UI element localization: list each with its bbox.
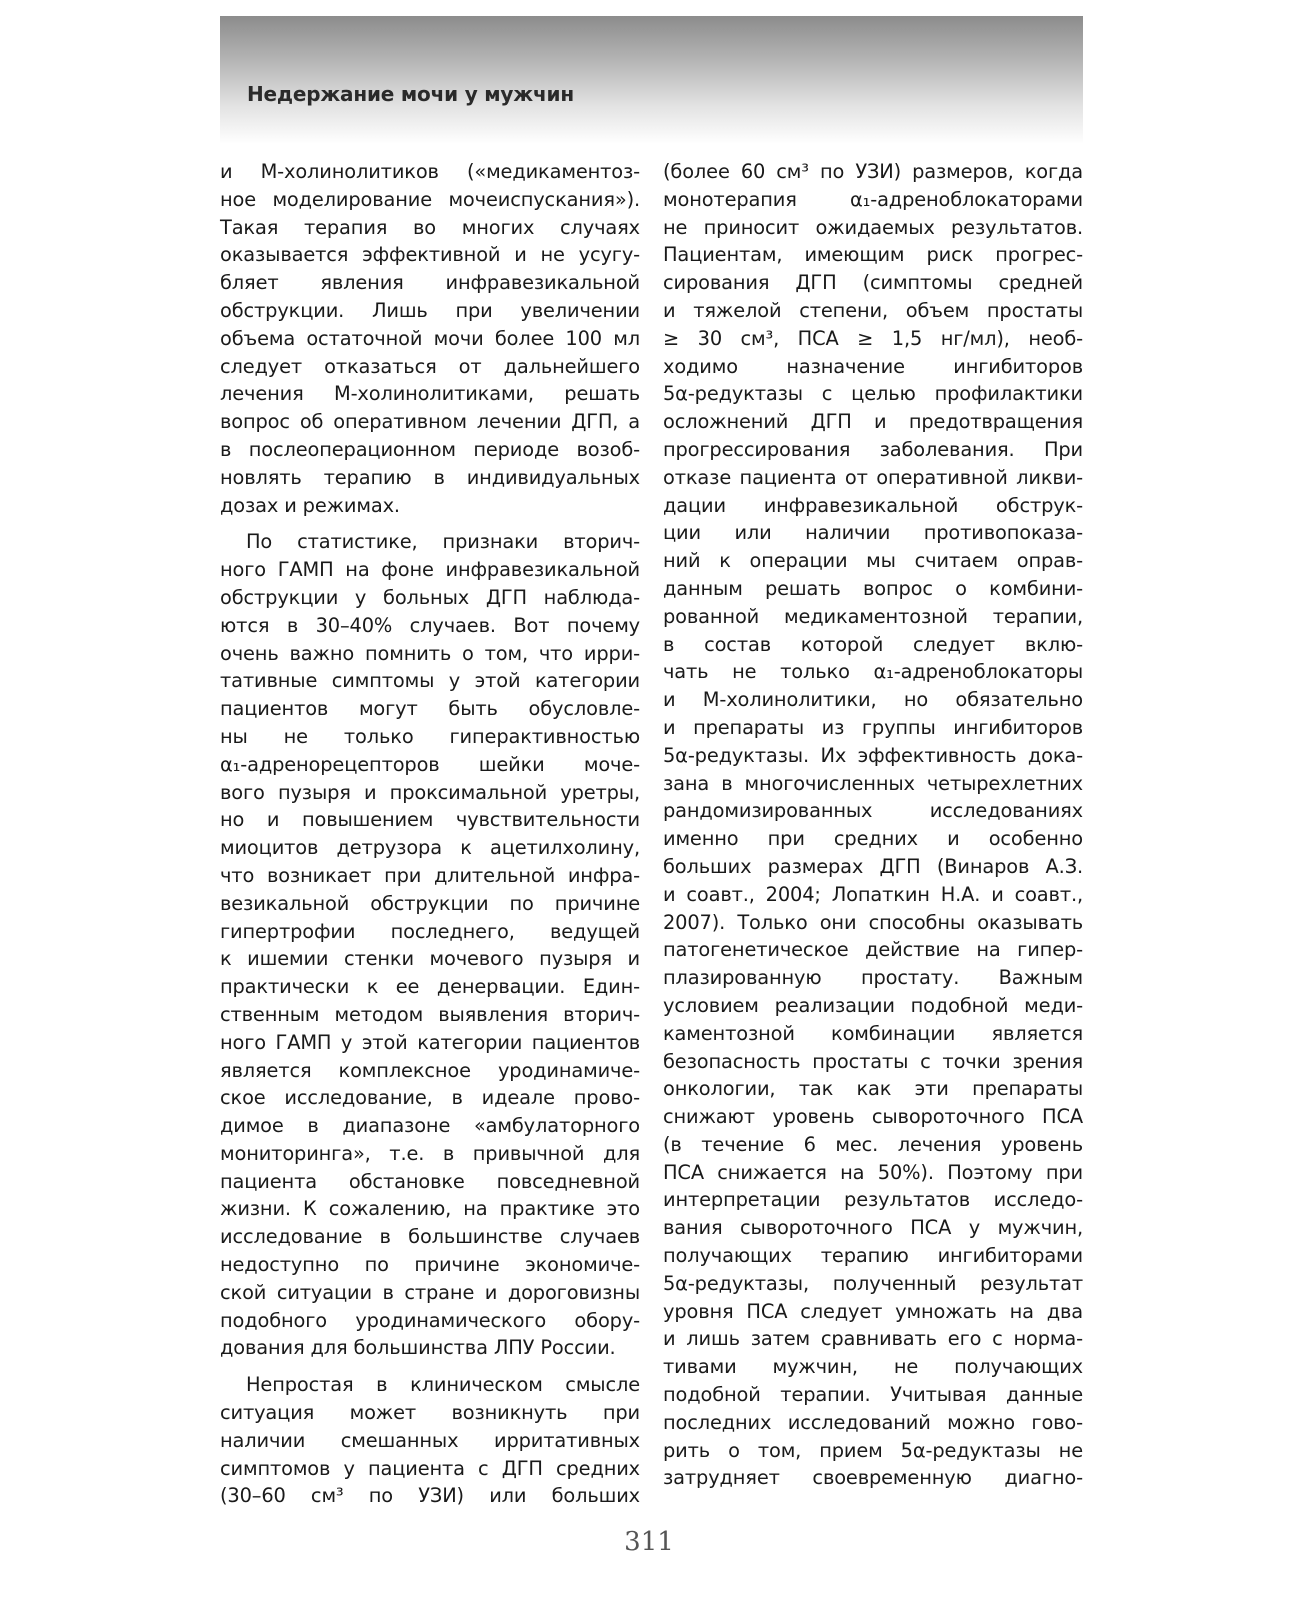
- running-header-title: Недержание мочи у мужчин: [247, 82, 574, 106]
- text-line: и М-холинолитиков («медикаментоз-: [220, 160, 640, 183]
- text-line: ного ГАМП у этой категории пациентов: [220, 1030, 640, 1054]
- text-line: ственным методом выявления вторич-: [220, 1002, 640, 1026]
- text-line: прогрессирования заболевания. При: [663, 437, 1083, 461]
- text-line: осложнений ДГП и предотвращения: [663, 410, 1083, 434]
- text-line: наличии смешанных ирритативных: [220, 1428, 640, 1452]
- text-line: ное моделирование мочеиспускания»).: [220, 187, 640, 211]
- text-line: вого пузыря и проксимальной уретры,: [220, 780, 640, 804]
- text-line: α₁-адренорецепторов шейки моче-: [220, 752, 640, 776]
- text-line: 2007). Только они способны оказывать: [663, 910, 1083, 934]
- text-line: рить о том, прием 5α-редуктазы не: [663, 1438, 1083, 1462]
- text-line: ции или наличии противопоказа-: [663, 521, 1083, 545]
- text-line: обструкции у больных ДГП наблюда-: [220, 585, 640, 609]
- text-line: практически к ее денервации. Един-: [220, 975, 640, 999]
- text-line: Пациентам, имеющим риск прогрес-: [663, 243, 1083, 267]
- text-line: (30–60 см³ по УЗИ) или больших: [220, 1484, 640, 1508]
- text-line: рандомизированных исследованиях: [663, 799, 1083, 823]
- paragraph-gap: [220, 519, 640, 528]
- text-line: онкологии, так как эти препараты: [663, 1077, 1083, 1101]
- text-line: но и повышением чувствительности: [220, 808, 640, 832]
- text-line: что возникает при длительной инфра-: [220, 863, 640, 887]
- text-line: монотерапия α₁-адреноблокаторами: [663, 187, 1083, 211]
- text-line: везикальной обструкции по причине: [220, 891, 640, 915]
- text-line: и тяжелой степени, объем простаты: [663, 298, 1083, 322]
- text-line: зана в многочисленных четырехлетних: [663, 771, 1083, 795]
- text-line: подобного уродинамического обору-: [220, 1308, 640, 1332]
- text-line: патогенетическое действие на гипер-: [663, 938, 1083, 962]
- text-line: уровня ПСА следует умножать на два: [663, 1299, 1083, 1323]
- text-line: дозах и режимах.: [220, 493, 400, 517]
- running-header: [220, 16, 1083, 144]
- text-line: обструкции. Лишь при увеличении: [220, 298, 640, 322]
- text-line: ситуация может возникнуть при: [220, 1401, 640, 1425]
- text-line: и препараты из группы ингибиторов: [663, 715, 1083, 739]
- text-line: очень важно помнить о том, что ирри-: [220, 641, 640, 665]
- text-line: затрудняет своевременную диагно-: [663, 1466, 1083, 1490]
- text-line: является комплексное уродинамиче-: [220, 1058, 640, 1082]
- text-line: оказывается эффективной и не усугу-: [220, 243, 640, 267]
- text-line: ≥ 30 см³, ПСА ≥ 1,5 нг/мл), необ-: [663, 326, 1083, 350]
- text-line: ходимо назначение ингибиторов: [663, 354, 1083, 378]
- text-line: лечения М-холинолитиками, решать: [220, 382, 640, 406]
- text-line: димое в диапазоне «амбулаторного: [220, 1114, 640, 1138]
- text-line: 5α-редуктазы, полученный результат: [663, 1271, 1083, 1295]
- text-line: (в течение 6 мес. лечения уровень: [663, 1132, 1083, 1156]
- text-line: условием реализации подобной меди-: [663, 993, 1083, 1017]
- text-line: отказе пациента от оперативной ликви-: [663, 465, 1083, 489]
- text-line: интерпретации результатов исследо-: [663, 1188, 1083, 1212]
- text-line: По статистике, признаки вторич-: [246, 530, 640, 554]
- text-line: гипертрофии последнего, ведущей: [220, 919, 640, 943]
- text-line: рованной медикаментозной терапии,: [663, 604, 1083, 628]
- text-line: следует отказаться от дальнейшего: [220, 354, 640, 378]
- text-line: Непростая в клиническом смысле: [246, 1373, 640, 1397]
- text-line: именно при средних и особенно: [663, 827, 1083, 851]
- text-line: (более 60 см³ по УЗИ) размеров, когда: [663, 160, 1083, 183]
- text-line: ного ГАМП на фоне инфравезикальной: [220, 558, 640, 582]
- right-text-column: [663, 158, 1083, 1492]
- text-line: мониторинга», т.е. в привычной для: [220, 1141, 640, 1165]
- text-line: объема остаточной мочи более 100 мл: [220, 326, 640, 350]
- text-line: и соавт., 2004; Лопаткин Н.А. и соавт.,: [663, 882, 1083, 906]
- text-line: тативные симптомы у этой категории: [220, 669, 640, 693]
- text-line: жизни. К сожалению, на практике это: [220, 1197, 640, 1221]
- paragraph-gap: [220, 1362, 640, 1371]
- page-number: 311: [624, 1527, 674, 1557]
- text-line: вания сывороточного ПСА у мужчин,: [663, 1216, 1083, 1240]
- text-line: безопасность простаты с точки зрения: [663, 1049, 1083, 1073]
- text-line: вопрос об оперативном лечении ДГП, а: [220, 410, 640, 434]
- text-line: данным решать вопрос о комбини-: [663, 576, 1083, 600]
- text-line: бляет явления инфравезикальной: [220, 271, 640, 295]
- text-line: ПСА снижается на 50%). Поэтому при: [663, 1160, 1083, 1184]
- text-line: новлять терапию в индивидуальных: [220, 465, 640, 489]
- text-line: 5α-редуктазы. Их эффективность дока-: [663, 743, 1083, 767]
- text-line: ской ситуации в стране и дороговизны: [220, 1280, 640, 1304]
- text-line: каментозной комбинации является: [663, 1021, 1083, 1045]
- text-line: к ишемии стенки мочевого пузыря и: [220, 947, 640, 971]
- text-line: не приносит ожидаемых результатов.: [663, 215, 1083, 239]
- text-line: Такая терапия во многих случаях: [220, 215, 640, 239]
- text-line: дации инфравезикальной обструк-: [663, 493, 1083, 517]
- text-line: сирования ДГП (симптомы средней: [663, 271, 1083, 295]
- text-line: плазированную простату. Важным: [663, 966, 1083, 990]
- text-line: симптомов у пациента с ДГП средних: [220, 1456, 640, 1480]
- text-line: ское исследование, в идеале прово-: [220, 1086, 640, 1110]
- text-line: пациента обстановке повседневной: [220, 1169, 640, 1193]
- text-line: пациентов могут быть обусловле-: [220, 697, 640, 721]
- text-line: ны не только гиперактивностью: [220, 724, 640, 748]
- text-line: снижают уровень сывороточного ПСА: [663, 1105, 1083, 1129]
- text-line: исследование в большинстве случаев: [220, 1225, 640, 1249]
- text-line: в состав которой следует вклю-: [663, 632, 1083, 656]
- left-text-column: [220, 158, 640, 1510]
- text-line: получающих терапию ингибиторами: [663, 1244, 1083, 1268]
- text-line: и М-холинолитики, но обязательно: [663, 688, 1083, 712]
- text-line: миоцитов детрузора к ацетилхолину,: [220, 836, 640, 860]
- text-line: тивами мужчин, не получающих: [663, 1355, 1083, 1379]
- text-line: ются в 30–40% случаев. Вот почему: [220, 613, 640, 637]
- text-line: чать не только α₁-адреноблокаторы: [663, 660, 1083, 684]
- text-line: в послеоперационном периоде возоб-: [220, 437, 640, 461]
- text-line: ний к операции мы считаем оправ-: [663, 549, 1083, 573]
- text-line: последних исследований можно гово-: [663, 1410, 1083, 1434]
- text-line: дования для большинства ЛПУ России.: [220, 1336, 616, 1360]
- text-line: больших размерах ДГП (Винаров А.З.: [663, 854, 1083, 878]
- text-line: подобной терапии. Учитывая данные: [663, 1383, 1083, 1407]
- text-line: и лишь затем сравнивать его с норма-: [663, 1327, 1083, 1351]
- text-line: недоступно по причине экономиче-: [220, 1253, 640, 1277]
- text-line: 5α-редуктазы с целью профилактики: [663, 382, 1083, 406]
